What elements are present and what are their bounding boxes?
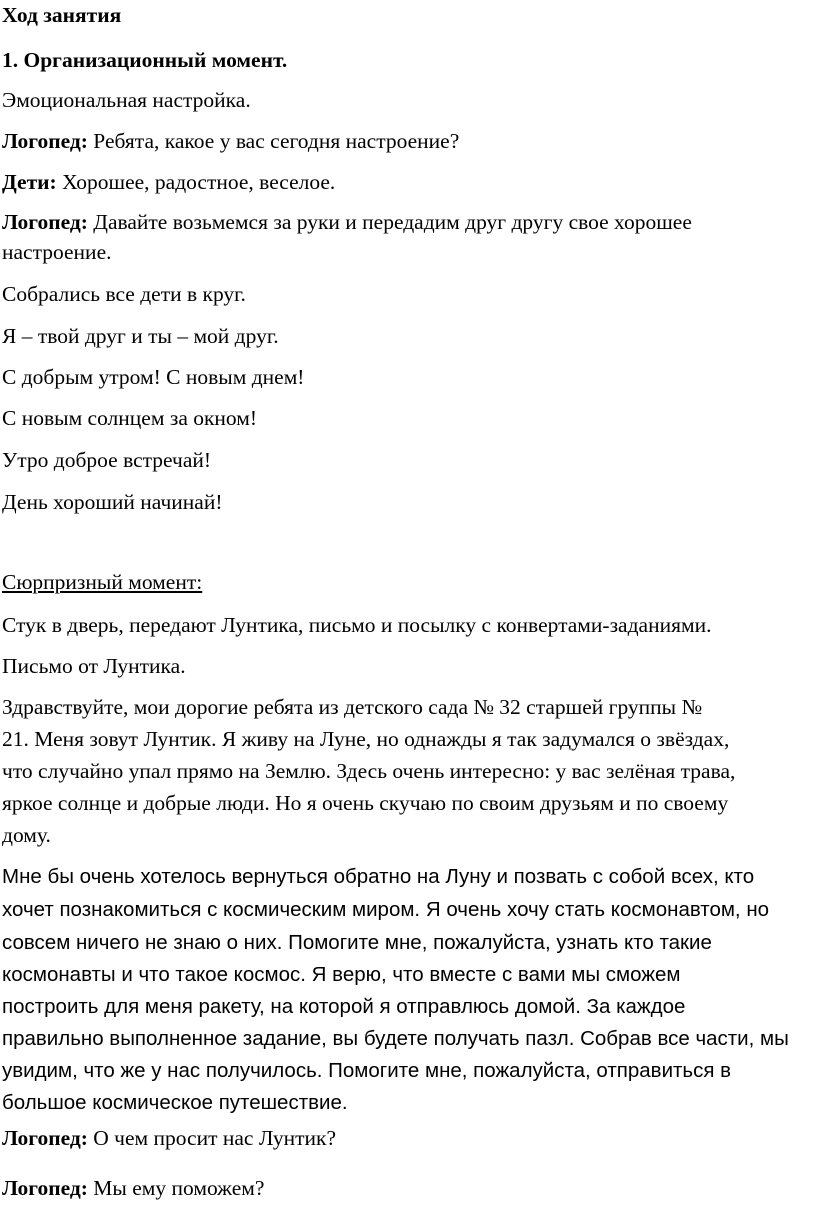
knock-text: Стук в дверь, передают Лунтика, письмо и посылку с конвертами-заданиями. <box>2 613 712 637</box>
letter-line: 21. Меня зовут Лунтик. Я живу на Луне, но однажды я так задумался о звёздах, <box>2 727 730 751</box>
lesson-heading: Ход занятия <box>2 3 122 27</box>
letter-line: большое космическое путешествие. <box>2 1091 348 1114</box>
speaker-label: Логопед: <box>2 1176 88 1200</box>
letter-line: совсем ничего не знаю о них. Помогите мне, пожалуйста, узнать кто такие <box>2 931 712 954</box>
speech-text: Мы ему поможем? <box>87 1176 265 1200</box>
letter-line: что случайно упал прямо на Землю. Здесь очень интересно: у вас зелёная трава, <box>2 759 736 783</box>
letter-line: Здравствуйте, мои дорогие ребята из детского сада № 32 старшей группы № <box>2 695 703 719</box>
dialog-line <box>2 207 692 237</box>
poem-line: Утро доброе встречай! <box>2 448 212 472</box>
mood-setup-text: Эмоциональная настройка. <box>2 88 251 112</box>
speech-text: О чем просит нас Лунтик? <box>87 1126 337 1150</box>
letter-title: Письмо от Лунтика. <box>2 654 186 678</box>
poem-line: Собрались все дети в круг. <box>2 282 246 306</box>
poem-line: Я – твой друг и ты – мой друг. <box>2 324 279 348</box>
dialog-line <box>2 167 335 197</box>
speaker-label: Дети: <box>2 170 57 194</box>
speaker-label: Логопед: <box>2 129 88 153</box>
letter-line: хочет познакомиться с космическим миром. Я очень хочу стать космонавтом, но <box>2 898 770 921</box>
letter-line: правильно выполненное задание, вы будете получать пазл. Собрав все части, мы <box>2 1027 789 1050</box>
letter-line: увидим, что же у нас получилось. Помогите мне, пожалуйста, отправиться в <box>2 1059 732 1082</box>
speaker-label: Логопед: <box>2 1126 88 1150</box>
speech-text: Ребята, какое у вас сегодня настроение? <box>87 129 460 153</box>
letter-line: построить для меня ракету, на которой я отправлюсь домой. За каждое <box>2 995 686 1018</box>
section-title: 1. Организационный момент. <box>2 48 288 72</box>
letter-line: дому. <box>2 823 51 847</box>
speech-text: Хорошее, радостное, веселое. <box>56 170 336 194</box>
dialog-line <box>2 1173 264 1203</box>
speech-text: Давайте возьмемся за руки и передадим друг другу свое хорошее <box>87 210 692 234</box>
dialog-line <box>2 126 459 156</box>
dialog-line <box>2 1123 336 1153</box>
speech-text-continued: настроение. <box>2 240 112 264</box>
letter-line: космонавты и что такое космос. Я верю, что вместе с вами мы сможем <box>2 963 681 986</box>
poem-line: С новым солнцем за окном! <box>2 406 258 430</box>
surprise-heading: Сюрпризный момент: <box>2 570 203 594</box>
poem-line: С добрым утром! С новым днем! <box>2 365 305 389</box>
letter-line: Мне бы очень хотелось вернуться обратно на Луну и позвать с собой всех, кто <box>2 865 755 888</box>
letter-line: яркое солнце и добрые люди. Но я очень скучаю по своим друзьям и по своему <box>2 791 729 815</box>
poem-line: День хороший начинай! <box>2 490 223 514</box>
speaker-label: Логопед: <box>2 210 88 234</box>
